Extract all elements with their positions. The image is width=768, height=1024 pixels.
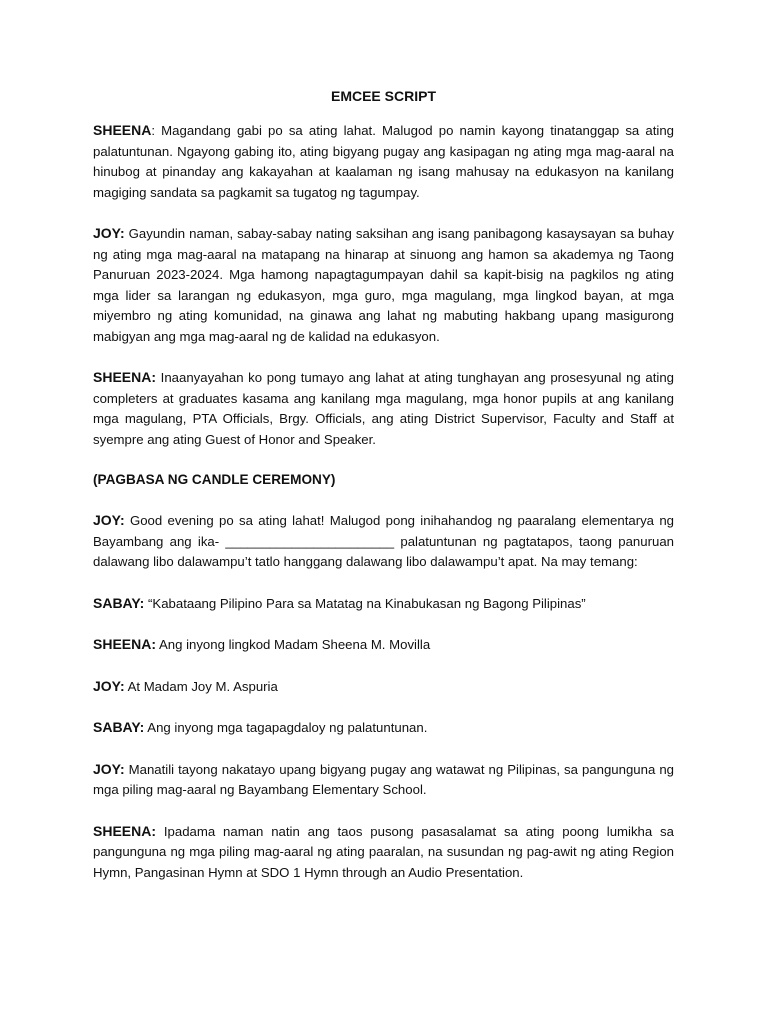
line-text: At Madam Joy M. Aspuria <box>124 678 278 694</box>
speaker-label: JOY: <box>93 760 125 777</box>
speaker-label: JOY: <box>93 512 125 528</box>
speaker-label: JOY: <box>93 225 125 241</box>
script-line-sabay-hosts <box>93 717 674 739</box>
section-heading: (PAGBASA NG CANDLE CEREMONY) <box>93 472 336 487</box>
fill-in-blank: _______________________ <box>225 533 395 549</box>
script-paragraph-joy-flag <box>93 759 674 801</box>
speaker-label: SABAY: <box>93 719 145 735</box>
speaker-label: JOY: <box>93 677 125 694</box>
speaker-label: SHEENA <box>93 122 152 138</box>
line-text: Ang inyong lingkod Madam Sheena M. Movilla <box>156 637 431 652</box>
document-page <box>93 86 674 903</box>
line-text: “Kabataang Pilipino Para sa Matatag na Kinabukasan ng Bagong Pilipinas” <box>144 595 586 611</box>
script-line-sheena-intro <box>93 634 674 656</box>
script-paragraph-sheena-2 <box>93 367 674 450</box>
paragraph-text: palatuntunan ng pagtatapos, taong panuruan dalawang libo dalawampu’t tatlo hanggang dalawang libo dalawampu’t apat. Na may temang: <box>93 533 674 569</box>
paragraph-text: Inaanyayahan ko pong tumayo ang lahat at ating tunghayan ang prosesyunal ng ating completers at graduates kasama ang kanilang mga magulang, mga honor pupils at ang kanilang mga magulang, PTA Officials, Brgy. Officials, ang ating District Supervisor, Faculty and Staff at syempre ang ating Guest of Honor and Speaker. <box>93 370 674 447</box>
script-line-sabay-theme <box>93 593 674 615</box>
script-paragraph-sheena-prayer <box>93 821 674 884</box>
paragraph-text: Ipadama naman natin ang taos pusong pasasalamat sa ating poong lumikha sa pangunguna ng mga piling mag-aaral ng ating paaralan, na susundan ng pag-awit ng ating Region Hymn, Pangasinan Hymn at SDO 1 Hymn through an Audio Presentation. <box>93 823 674 880</box>
script-line-joy-intro <box>93 676 674 698</box>
speaker-label: SHEENA: <box>93 822 157 839</box>
speaker-label: SHEENA: <box>93 636 157 652</box>
script-paragraph-joy-1 <box>93 223 674 347</box>
speaker-label: SHEENA: <box>93 369 157 385</box>
paragraph-text: Manatili tayong nakatayo upang bigyang pugay ang watawat ng Pilipinas, sa pangunguna ng mga piling mag-aaral ng Bayambang Elementary School. <box>93 761 674 797</box>
script-paragraph-joy-intro <box>93 510 674 573</box>
document-title: EMCEE SCRIPT <box>330 88 436 104</box>
speaker-label: SABAY: <box>93 594 145 611</box>
script-paragraph-sheena-1 <box>93 120 674 203</box>
paragraph-text: Good evening po sa ating lahat! Malugod pong inihahandog ng paaralang elementarya ng Bayambang ang ika- <box>93 513 674 549</box>
paragraph-text: : Magandang gabi po sa ating lahat. Malugod po namin kayong tinatanggap sa ating palatuntunan. Ngayong gabing ito, ating bigyang pugay ang kasipagan ng ating mga mag-aaral na hinubog at pinanday ang kakayahan at kaalaman ng isang mahusay na edukasyon na kanilang magiging sandata sa pagkamit sa tugatog ng tagumpay. <box>93 123 674 200</box>
line-text: Ang inyong mga tagapagdaloy ng palatuntunan. <box>144 720 428 735</box>
paragraph-text: Gayundin naman, sabay-sabay nating saksihan ang isang panibagong kasaysayan sa buhay ng ating mga mag-aaral na matapang na hinarap at sinuong ang hamon sa akademya ng Taong Panuruan 2023-2024. Mga hamong napagtagumpayan dahil sa kapit-bisig na pagkilos ng ating mga lider sa larangan ng edukasyon, mga guro, mga magulang, mga lingkod bayan, at mga miyembro ng ating komunidad, na ginawa ang lahat ng mabuting hakbang upang masigurong mabigyan ang mga mag-aaral ng de kalidad na edukasyon. <box>93 226 674 344</box>
